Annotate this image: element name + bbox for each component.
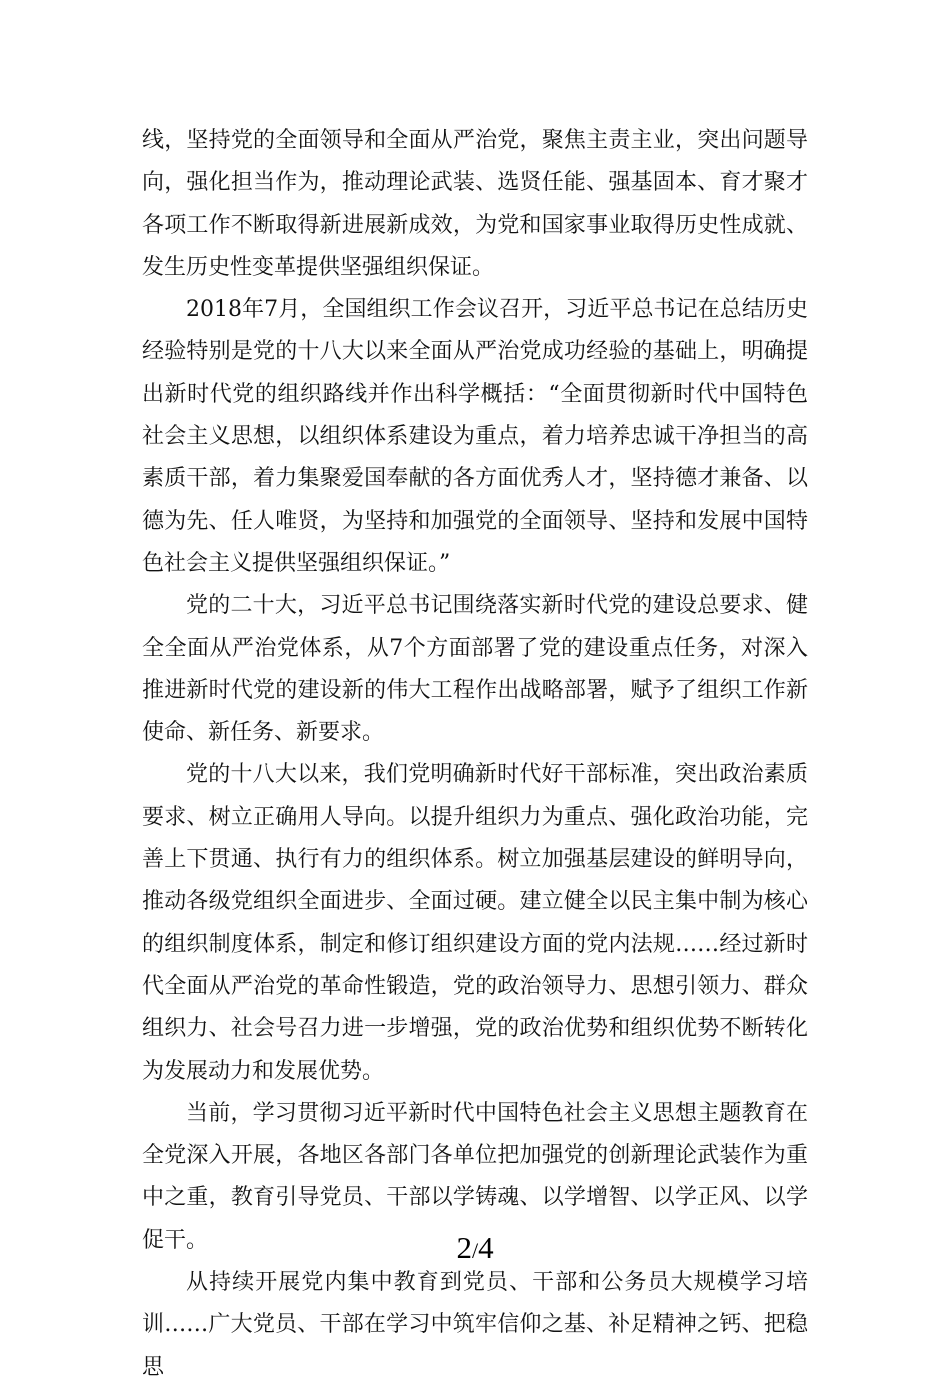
paragraph-eighteenth-congress: 党的十八大以来，我们党明确新时代好干部标准，突出政治素质要求、树立正确用人导向。以提升组织力为重点、强化政治功能，完善上下贯通、执行有力的组织体系。树立加强基层建设的鲜明导向，推动各级党组织全面进步、全面过硬。建立健全以民主集中制为核心的组织制度体系，制定和修订组织建设方面的党内法规……经过新时代全面从严治党的革命性锻造，党的政治领导力、思想引领力、群众组织力、社会号召力进一步增强，党的政治优势和组织优势不断转化为发展动力和发展优势。 bbox=[142, 762, 808, 1084]
document-body bbox=[142, 120, 808, 1389]
page-number-current: 2 bbox=[456, 1230, 472, 1265]
paragraph-twentieth-congress: 党的二十大，习近平总书记围绕落实新时代党的建设总要求、健全全面从严治党体系，从7个方面部署了党的建设重点任务，对深入推进新时代党的建设新的伟大工程作出战略部署，赋予了组织工作新使命、新任务、新要求。 bbox=[142, 593, 808, 746]
paragraph-theme-education: 当前，学习贯彻习近平新时代中国特色社会主义思想主题教育在全党深入开展，各地区各部门各单位把加强党的创新理论武装作为重中之重，教育引导党员、干部以学铸魂、以学增智、以学正风、以学促干。 bbox=[142, 1100, 808, 1253]
paragraph-study-training: 从持续开展党内集中教育到党员、干部和公务员大规模学习培训……广大党员、干部在学习中筑牢信仰之基、补足精神之钙、把稳思 bbox=[142, 1270, 808, 1380]
page-number bbox=[0, 1228, 950, 1271]
paragraph-continuation: 线，坚持党的全面领导和全面从严治党，聚焦主责主业，突出问题导向，强化担当作为，推动理论武装、选贤任能、强基固本、育才聚才各项工作不断取得新进展新成效，为党和国家事业取得历史性成就、发生历史性变革提供坚强组织保证。 bbox=[142, 128, 808, 280]
paragraph-organization-line: 2018年7月，全国组织工作会议召开，习近平总书记在总结历史经验特别是党的十八大以来全面从严治党成功经验的基础上，明确提出新时代党的组织路线并作出科学概括：“全面贯彻新时代中国特色社会主义思想，以组织体系建设为重点，着力培养忠诚干净担当的高素质干部，着力集聚爱国奉献的各方面优秀人才，坚持德才兼备、以德为先、任人唯贤，为坚持和加强党的全面领导、坚持和发展中国特色社会主义提供坚强组织保证。” bbox=[142, 297, 808, 576]
page-number-total: 4 bbox=[478, 1230, 494, 1265]
page-number-separator: / bbox=[471, 1238, 479, 1263]
